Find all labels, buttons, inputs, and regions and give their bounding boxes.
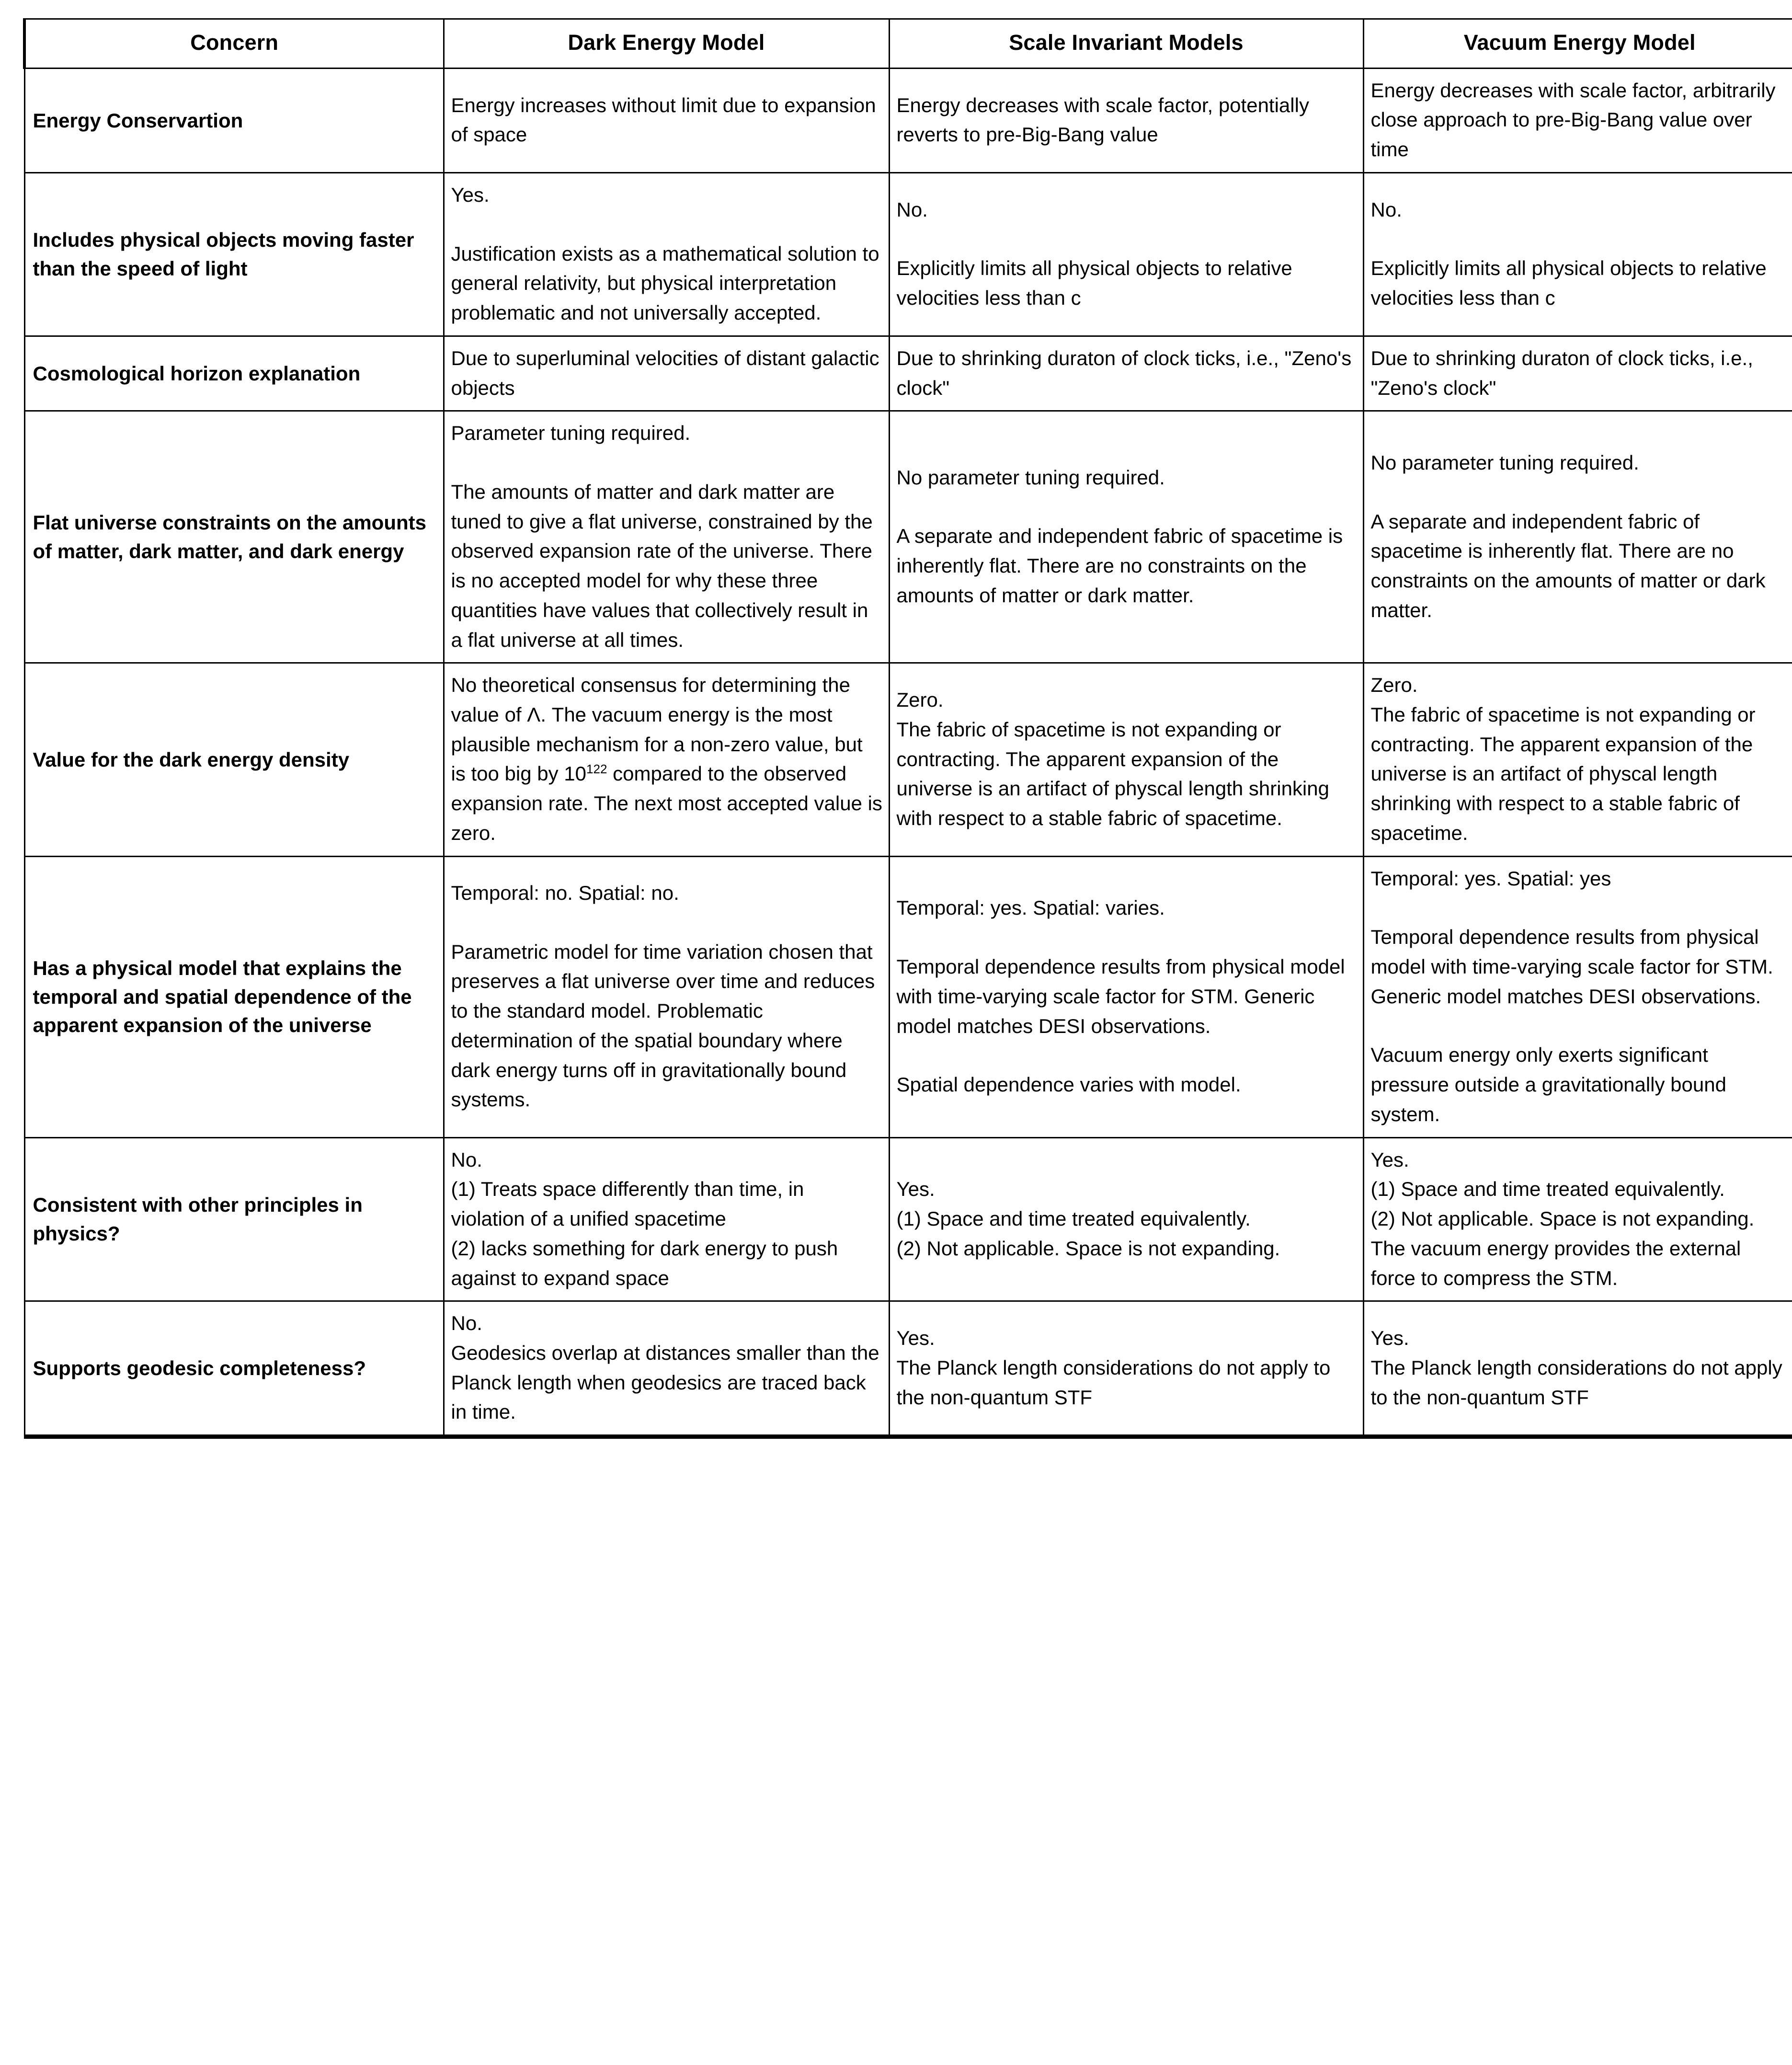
table-row (24, 336, 1792, 411)
cell-scale-invariant-models (889, 1137, 1363, 1301)
cell-paragraph: No. (896, 198, 928, 221)
cell-dark-energy-model (444, 1137, 889, 1301)
model-comparison-table (23, 18, 1792, 1439)
cell-paragraph: Energy decreases with scale factor, arbitrarily close approach to pre-Big-Bang value over time (1370, 79, 1776, 161)
cell-dark-energy-model (444, 172, 889, 336)
cell-dark-energy-model (444, 68, 889, 172)
cell-vacuum-energy-model (1363, 1301, 1792, 1437)
header-row (24, 19, 1792, 69)
cell-paragraph: Justification exists as a mathematical solution to general relativity, but physical interpretation problematic and not universally accepted. (451, 242, 879, 324)
cell-paragraph: Yes. (1370, 1327, 1409, 1350)
cell-paragraph: Temporal dependence results from physical model with time-varying scale factor for STM. Generic model matches DESI observations. (1370, 926, 1773, 1008)
cell-scale-invariant-models (889, 663, 1363, 856)
cell-paragraph: (2) Not applicable. Space is not expanding. (896, 1237, 1280, 1260)
row-header-concern: Has a physical model that explains the temporal and spatial dependence of the apparent expansion of the universe (24, 856, 444, 1137)
cell-paragraph: No. (1370, 198, 1402, 221)
cell-dark-energy-model (444, 856, 889, 1137)
cell-paragraph: Temporal: yes. Spatial: varies. (896, 896, 1165, 919)
table-row (24, 663, 1792, 856)
cell-paragraph: No parameter tuning required. (1370, 451, 1639, 474)
cell-paragraph: Due to superluminal velocities of distant galactic objects (451, 346, 879, 399)
cell-paragraph: Temporal: no. Spatial: no. (451, 882, 679, 905)
cell-scale-invariant-models (889, 856, 1363, 1137)
cell-paragraph: Energy decreases with scale factor, potentially reverts to pre-Big-Bang value (896, 93, 1309, 146)
column-header-vacuum-energy-model: Vacuum Energy Model (1363, 19, 1792, 69)
cell-vacuum-energy-model (1363, 172, 1792, 336)
cell-paragraph: (1) Space and time treated equivalently. (896, 1207, 1251, 1230)
table-body (24, 68, 1792, 1436)
cell-dark-energy-model (444, 411, 889, 663)
column-header-dark-energy-model: Dark Energy Model (444, 19, 889, 69)
cell-paragraph: Spatial dependence varies with model. (896, 1073, 1241, 1096)
cell-paragraph: (1) Treats space differently than time, in violation of a unified spacetime (451, 1178, 804, 1230)
column-header-concern: Concern (24, 19, 444, 69)
cell-scale-invariant-models (889, 411, 1363, 663)
cell-paragraph: Temporal: yes. Spatial: yes (1370, 867, 1611, 890)
cell-scale-invariant-models (889, 336, 1363, 411)
cell-paragraph: No theoretical consensus for determining the value of Λ. The vacuum energy is the most plausible mechanism for a non-zero value, but is too big by $10^{122}$ compared to the observed expansion rate. The next most accepted value is zero. (451, 674, 882, 844)
cell-paragraph: The amounts of matter and dark matter are tuned to give a flat universe, constrained by the observed expansion rate of the universe. There is no accepted model for why these three quantities have values that collectively result in a flat universe at all times. (451, 480, 873, 651)
cell-paragraph: A separate and independent fabric of spacetime is inherently flat. There are no constraints on the amounts of matter or dark matter. (1370, 510, 1766, 621)
cell-scale-invariant-models (889, 1301, 1363, 1437)
cell-paragraph: Zero. (896, 688, 944, 711)
cell-paragraph: (1) Space and time treated equivalently. (1370, 1178, 1725, 1201)
cell-vacuum-energy-model (1363, 856, 1792, 1137)
table-row (24, 68, 1792, 172)
cell-paragraph: Yes. (896, 1178, 935, 1201)
cell-paragraph: Due to shrinking duraton of clock ticks, i.e., "Zeno's clock" (1370, 346, 1753, 399)
cell-paragraph: Yes. (1370, 1148, 1409, 1171)
table-row (24, 172, 1792, 336)
cell-paragraph: Zero. (1370, 674, 1418, 697)
row-header-concern: Includes physical objects moving faster than the speed of light (24, 172, 444, 336)
table-row (24, 411, 1792, 663)
cell-paragraph: (2) Not applicable. Space is not expanding. The vacuum energy provides the external force to compress the STM. (1370, 1207, 1755, 1289)
row-header-concern: Energy Conservartion (24, 68, 444, 172)
cell-dark-energy-model (444, 1301, 889, 1437)
cell-dark-energy-model (444, 336, 889, 411)
cell-paragraph: The Planck length considerations do not apply to the non-quantum STF (896, 1356, 1331, 1409)
cell-vacuum-energy-model (1363, 411, 1792, 663)
cell-paragraph: Yes. (451, 183, 490, 206)
cell-vacuum-energy-model (1363, 663, 1792, 856)
cell-paragraph: A separate and independent fabric of spacetime is inherently flat. There are no constraints on the amounts of matter or dark matter. (896, 525, 1343, 607)
cell-paragraph: No. (451, 1312, 482, 1335)
row-header-concern: Consistent with other principles in physics? (24, 1137, 444, 1301)
row-header-concern: Supports geodesic completeness? (24, 1301, 444, 1437)
row-header-concern: Cosmological horizon explanation (24, 336, 444, 411)
cell-paragraph: (2) lacks something for dark energy to push against to expand space (451, 1237, 838, 1289)
row-header-concern: Value for the dark energy density (24, 663, 444, 856)
cell-paragraph: Explicitly limits all physical objects to relative velocities less than c (896, 257, 1292, 310)
cell-paragraph: The fabric of spacetime is not expanding or contracting. The apparent expansion of the universe is an artifact of physcal length shrinking with respect to a stable fabric of spacetime. (1370, 703, 1756, 844)
cell-vacuum-energy-model (1363, 336, 1792, 411)
table-row (24, 856, 1792, 1137)
cell-paragraph: Geodesics overlap at distances smaller than the Planck length when geodesics are traced back in time. (451, 1342, 879, 1423)
cell-paragraph: Parameter tuning required. (451, 422, 691, 445)
cell-paragraph: Energy increases without limit due to expansion of space (451, 93, 876, 146)
cell-scale-invariant-models (889, 68, 1363, 172)
cell-paragraph: The fabric of spacetime is not expanding or contracting. The apparent expansion of the universe is an artifact of physcal length shrinking with respect to a stable fabric of spacetime. (896, 718, 1329, 830)
cell-paragraph: Parametric model for time variation chosen that preserves a flat universe over time and reduces to the standard model. Problematic determination of the spatial boundary where dark energy turns off in gravitationally bound systems. (451, 940, 875, 1111)
table-row (24, 1301, 1792, 1437)
column-header-scale-invariant-models: Scale Invariant Models (889, 19, 1363, 69)
cell-paragraph: Temporal dependence results from physical model with time-varying scale factor for STM. Generic model matches DESI observations. (896, 955, 1345, 1037)
cell-paragraph: No parameter tuning required. (896, 466, 1165, 489)
cell-scale-invariant-models (889, 172, 1363, 336)
row-header-concern: Flat universe constraints on the amounts of matter, dark matter, and dark energy (24, 411, 444, 663)
cell-paragraph: Due to shrinking duraton of clock ticks, i.e., "Zeno's clock" (896, 346, 1352, 399)
table-row (24, 1137, 1792, 1301)
table-header (24, 19, 1792, 69)
cell-paragraph: No. (451, 1148, 482, 1171)
cell-paragraph: The Planck length considerations do not apply to the non-quantum STF (1370, 1356, 1782, 1409)
cell-vacuum-energy-model (1363, 68, 1792, 172)
cell-paragraph: Yes. (896, 1327, 935, 1350)
cell-paragraph: Explicitly limits all physical objects to relative velocities less than c (1370, 257, 1767, 310)
cell-vacuum-energy-model (1363, 1137, 1792, 1301)
cell-paragraph: Vacuum energy only exerts significant pressure outside a gravitationally bound system. (1370, 1044, 1726, 1125)
cell-dark-energy-model (444, 663, 889, 856)
